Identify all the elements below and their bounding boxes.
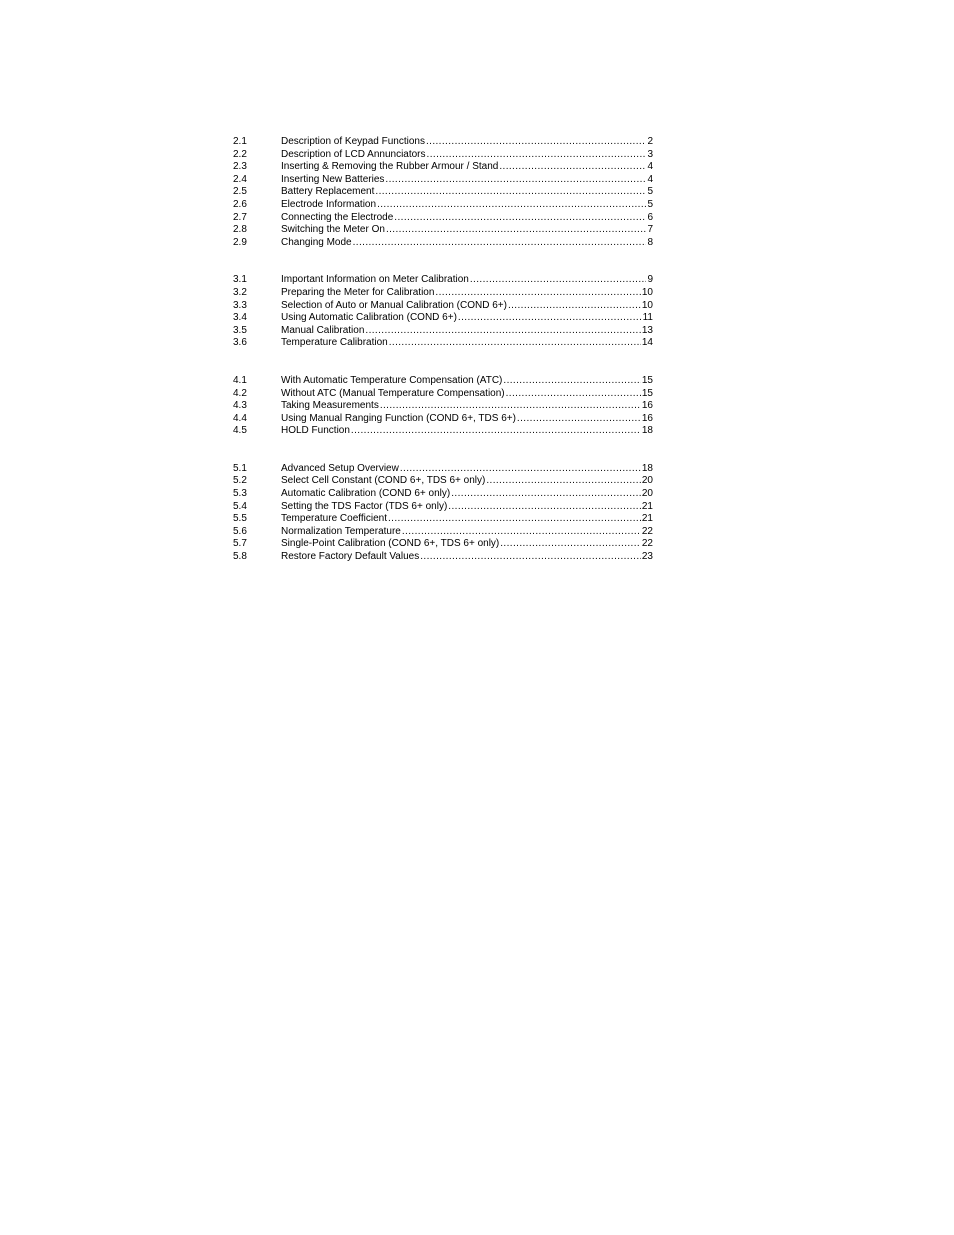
toc-entry-title: Electrode Information — [281, 198, 377, 210]
toc-entry[interactable] — [233, 337, 653, 350]
toc-entry-title: Inserting & Removing the Rubber Armour / Stand — [281, 161, 499, 173]
toc-dot-leader — [420, 551, 641, 564]
toc-entry-page: 2 — [647, 136, 653, 147]
toc-entry-title: Using Automatic Calibration (COND 6+) — [281, 312, 457, 324]
toc-dot-leader — [380, 400, 641, 413]
toc-dot-leader — [486, 475, 641, 488]
toc-entry-title: Restore Factory Default Values — [281, 551, 420, 563]
toc-entry-page: 5 — [647, 186, 653, 198]
toc-entry-title: Automatic Calibration (COND 6+ only) — [281, 488, 451, 500]
toc-entry-title: Select Cell Constant (COND 6+, TDS 6+ only) — [281, 475, 486, 487]
toc-entry[interactable] — [233, 212, 653, 225]
toc-entry[interactable] — [233, 425, 653, 438]
toc-entry-page: 8 — [647, 236, 653, 248]
toc-entry[interactable] — [233, 199, 653, 212]
toc-entry-number: 5.1 — [233, 462, 247, 474]
toc-entry-page: 22 — [641, 525, 653, 537]
toc-entry-title: Description of LCD Annunciators — [281, 148, 426, 160]
toc-entry-number: 4.1 — [233, 374, 247, 386]
toc-entry-page: 22 — [641, 538, 653, 550]
toc-entry-title: Changing Mode — [281, 236, 352, 248]
toc-entry-number: 4.5 — [233, 425, 247, 437]
toc-entry-title: Manual Calibration — [281, 324, 365, 336]
toc-entry-number: 5.6 — [233, 525, 247, 537]
toc-entry[interactable] — [233, 475, 653, 488]
toc-entry[interactable] — [233, 300, 653, 313]
toc-entry-title: Normalization Temperature — [281, 525, 401, 537]
toc-entry-page: 20 — [641, 488, 653, 500]
toc-dot-leader — [500, 538, 641, 551]
toc-entry[interactable] — [233, 186, 653, 199]
toc-entry-page: 11 — [642, 312, 653, 324]
toc-entry-title: Without ATC (Manual Temperature Compensation) — [281, 387, 505, 399]
toc-section-group — [233, 274, 653, 350]
toc-entry-title: Advanced Setup Overview — [281, 462, 399, 474]
toc-entry[interactable] — [233, 237, 653, 250]
toc-dot-leader — [470, 274, 647, 287]
toc-entry-number: 2.3 — [233, 161, 247, 173]
toc-dot-leader — [377, 199, 646, 212]
toc-entry-number: 2.8 — [233, 224, 247, 236]
toc-entry-page: 21 — [641, 513, 653, 525]
toc-entry-number: 3.3 — [233, 299, 247, 311]
toc-entry[interactable] — [233, 551, 653, 564]
toc-entry-title: Preparing the Meter for Calibration — [281, 286, 435, 298]
toc-entry-title: Inserting New Batteries — [281, 173, 385, 185]
toc-entry-page: 16 — [641, 400, 653, 412]
toc-entry-title: HOLD Function — [281, 425, 350, 437]
toc-entry-number: 3.2 — [233, 286, 247, 298]
toc-entry-number: 5.5 — [233, 513, 247, 525]
toc-dot-leader — [451, 488, 641, 501]
toc-entry-title: Setting the TDS Factor (TDS 6+ only) — [281, 500, 448, 512]
toc-entry-page: 15 — [641, 387, 653, 399]
toc-entry-title: With Automatic Temperature Compensation (ATC) — [281, 374, 503, 386]
toc-entry[interactable] — [233, 463, 653, 476]
toc-entry-title: Taking Measurements — [281, 400, 379, 412]
toc-dot-leader — [499, 161, 646, 174]
toc-entry-title: Temperature Coefficient — [281, 513, 387, 525]
toc-entry-title: Battery Replacement — [281, 186, 375, 198]
toc-dot-leader — [388, 513, 641, 526]
toc-entry-number: 5.2 — [233, 475, 247, 487]
toc-entry-page: 18 — [641, 462, 653, 474]
toc-dot-leader — [503, 375, 640, 388]
toc-entry-number: 4.2 — [233, 387, 247, 399]
toc-dot-leader — [506, 388, 641, 401]
toc-entry-page: 7 — [647, 224, 653, 236]
toc-entry-page: 20 — [641, 475, 653, 487]
toc-entry-page: 4 — [647, 161, 653, 173]
toc-dot-leader — [389, 337, 641, 350]
toc-entry[interactable] — [233, 149, 653, 162]
toc-entry[interactable] — [233, 287, 653, 300]
toc-dot-leader — [458, 312, 642, 325]
toc-entry[interactable] — [233, 312, 653, 325]
toc-dot-leader — [375, 186, 646, 199]
toc-entry[interactable] — [233, 161, 653, 174]
toc-entry-page: 9 — [647, 274, 653, 286]
toc-entry-number: 5.3 — [233, 488, 247, 500]
toc-entry-number: 2.4 — [233, 173, 247, 185]
toc-dot-leader — [353, 237, 647, 250]
toc-entry-title: Single-Point Calibration (COND 6+, TDS 6+ only) — [281, 538, 500, 550]
toc-entry[interactable] — [233, 174, 653, 187]
toc-entry[interactable] — [233, 224, 653, 237]
toc-dot-leader — [385, 174, 646, 187]
toc-entry-title: Selection of Auto or Manual Calibration (COND 6+) — [281, 299, 507, 311]
toc-entry-number: 5.8 — [233, 551, 247, 563]
toc-entry-number: 2.2 — [233, 148, 247, 160]
toc-dot-leader — [426, 136, 646, 149]
toc-entry[interactable] — [233, 274, 653, 287]
toc-entry-page: 23 — [641, 551, 653, 563]
toc-entry-number: 5.7 — [233, 538, 247, 550]
toc-entry-page: 18 — [641, 425, 653, 437]
toc-dot-leader — [448, 501, 641, 514]
toc-entry[interactable] — [233, 488, 653, 501]
toc-entry-number: 3.4 — [233, 312, 247, 324]
toc-entry-number: 2.1 — [233, 136, 247, 147]
toc-entry[interactable] — [233, 388, 653, 401]
toc-entry-page: 15 — [641, 374, 653, 386]
toc-entry-page: 10 — [641, 286, 653, 298]
toc-dot-leader — [517, 413, 641, 426]
toc-entry[interactable] — [233, 538, 653, 551]
table-of-contents — [233, 136, 653, 564]
toc-entry-title: Switching the Meter On — [281, 224, 385, 236]
toc-entry-number: 3.6 — [233, 337, 247, 349]
toc-entry-page: 14 — [641, 337, 653, 349]
toc-dot-leader — [394, 212, 646, 225]
toc-entry[interactable] — [233, 413, 653, 426]
toc-entry-page: 3 — [647, 148, 653, 160]
toc-entry[interactable] — [233, 375, 653, 388]
toc-entry-number: 4.4 — [233, 412, 247, 424]
toc-entry-number: 2.5 — [233, 186, 247, 198]
toc-dot-leader — [435, 287, 640, 300]
toc-section-group — [233, 463, 653, 564]
toc-entry-page: 13 — [641, 324, 653, 336]
toc-entry-title: Description of Keypad Functions — [281, 136, 425, 147]
toc-entry-title: Connecting the Electrode — [281, 211, 394, 223]
toc-entry-number: 2.6 — [233, 198, 247, 210]
toc-section-group — [233, 375, 653, 438]
toc-dot-leader — [400, 463, 641, 476]
toc-entry-number: 4.3 — [233, 400, 247, 412]
toc-dot-leader — [508, 300, 641, 313]
toc-entry-page: 6 — [647, 211, 653, 223]
toc-entry-number: 2.9 — [233, 236, 247, 248]
toc-entry-title: Important Information on Meter Calibration — [281, 274, 469, 286]
toc-entry-title: Using Manual Ranging Function (COND 6+, TDS 6+) — [281, 412, 516, 424]
toc-entry-number: 3.5 — [233, 324, 247, 336]
toc-entry[interactable] — [233, 325, 653, 338]
toc-entry-title: Temperature Calibration — [281, 337, 388, 349]
toc-dot-leader — [427, 149, 647, 162]
toc-section-group — [233, 136, 653, 249]
toc-entry-page: 10 — [641, 299, 653, 311]
toc-dot-leader — [386, 224, 647, 237]
toc-entry-page: 5 — [647, 198, 653, 210]
toc-entry[interactable] — [233, 526, 653, 539]
toc-entry-page: 16 — [641, 412, 653, 424]
toc-dot-leader — [365, 325, 640, 338]
toc-dot-leader — [402, 526, 641, 539]
toc-entry[interactable] — [233, 513, 653, 526]
toc-entry-page: 4 — [647, 173, 653, 185]
toc-entry[interactable] — [233, 400, 653, 413]
toc-entry-number: 5.4 — [233, 500, 247, 512]
toc-entry-page: 21 — [641, 500, 653, 512]
toc-entry-number: 2.7 — [233, 211, 247, 223]
toc-entry[interactable] — [233, 501, 653, 514]
toc-entry-number: 3.1 — [233, 274, 247, 286]
toc-entry[interactable] — [233, 136, 653, 149]
toc-dot-leader — [351, 425, 641, 438]
